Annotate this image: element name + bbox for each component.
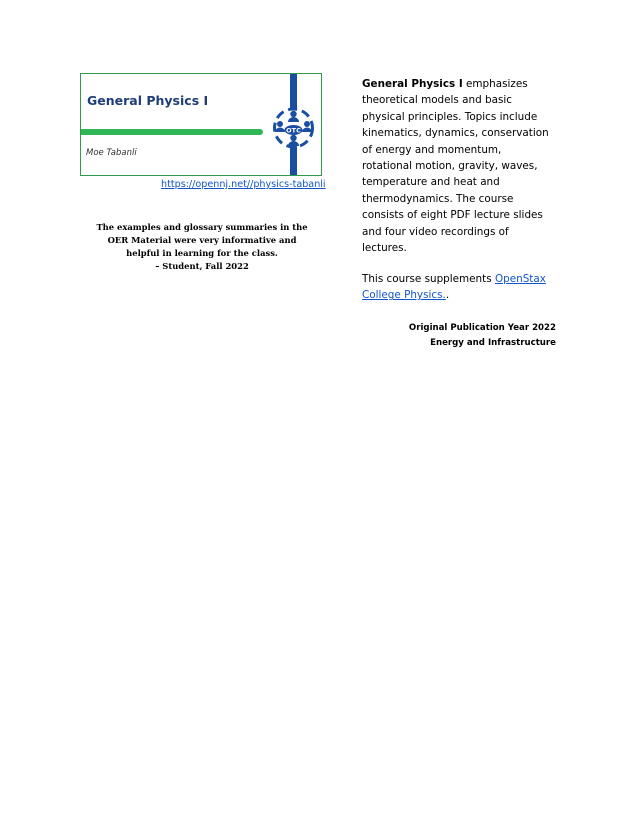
- quote-attribution: – Student, Fall 2022: [155, 261, 249, 271]
- supplement-suffix: .: [445, 289, 450, 302]
- description-line: consists of eight PDF lecture slides: [362, 209, 543, 222]
- supplement-line: [362, 287, 562, 303]
- cover-title: General Physics I: [87, 93, 209, 108]
- supplement-line: [362, 271, 562, 287]
- description-line: of energy and momentum,: [362, 143, 502, 156]
- quote-line: The examples and glossary summaries in the: [96, 222, 308, 232]
- cover-green-bar: [81, 129, 263, 135]
- otc-logo-icon: [267, 74, 321, 175]
- openstax-link[interactable]: OpenStax: [494, 273, 546, 285]
- supplement-prefix: This course supplements: [362, 273, 495, 285]
- cover-author: Moe Tabanli: [86, 148, 137, 158]
- description-line: lectures.: [362, 242, 407, 255]
- description-line: thermodynamics. The course: [362, 192, 514, 205]
- description-line: theoretical models and basic: [362, 94, 512, 107]
- publication-category: Energy and Infrastructure: [430, 338, 556, 348]
- description-text: emphasizes: [462, 78, 528, 90]
- supplement-note: [362, 271, 562, 304]
- publication-year: Original Publication Year 2022: [408, 323, 556, 333]
- openstax-link-cont[interactable]: College Physics.: [362, 289, 446, 302]
- student-quote: [82, 221, 322, 273]
- description-line: kinematics, dynamics, conservation: [362, 127, 549, 140]
- quote-line: OER Material were very informative and: [107, 235, 297, 245]
- publication-info: [380, 321, 556, 351]
- cover-image: [80, 73, 322, 176]
- cover-link[interactable]: https://opennj.net//physics-tabanli: [161, 179, 326, 190]
- description-line: temperature and heat and: [362, 176, 500, 189]
- course-description: [362, 76, 562, 256]
- description-line: physical principles. Topics include: [362, 110, 538, 123]
- description-line: rotational motion, gravity, waves,: [362, 160, 538, 173]
- course-name-bold: General Physics I: [362, 78, 463, 90]
- description-first-line: [362, 76, 562, 92]
- description-line: and four video recordings of: [362, 225, 509, 238]
- logo-text: OTC: [286, 126, 301, 135]
- quote-line: helpful in learning for the class.: [126, 248, 278, 258]
